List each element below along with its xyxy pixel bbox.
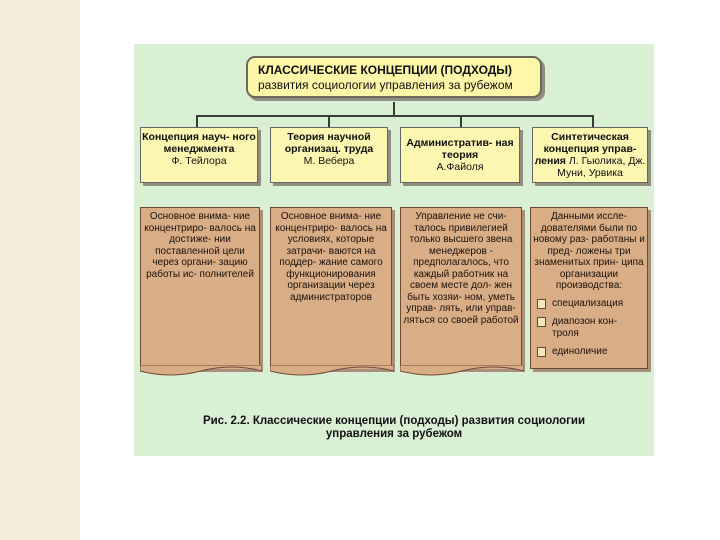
concept-header-taylor — [140, 127, 258, 183]
diagram-subtitle: развития социологии управления за рубежом — [258, 78, 513, 92]
concept-author: М. Вебера — [303, 155, 355, 167]
description-text: Данными иссле- дователями были по новому раз- работаны и пред- ложены три знаменитых прин- ципа организации производства: — [533, 211, 645, 291]
description-text: Основное внима- ние концентриро- валось на условиях, которые затрачи- ваются на поддер- жание самого функционирования организации через администраторов — [275, 211, 387, 303]
concept-header-weber — [270, 127, 388, 183]
diagram-figure — [134, 44, 654, 456]
caption-line-1: Рис. 2.2. Классические концепции (подходы) развития социологии — [202, 415, 586, 427]
concept-description-weber — [270, 207, 392, 369]
concept-name: Концепция науч- ного менеджмента — [142, 131, 256, 155]
caption-line-2: управления за рубежом — [325, 428, 463, 440]
list-item — [533, 346, 645, 358]
concept-name: Теория научной организац. труда — [284, 131, 374, 155]
concept-description-fayol — [400, 207, 522, 369]
concept-author: Л. Гьюлика, Дж. Муни, Урвика — [557, 155, 646, 179]
concept-name: Синтетическая концепция управ- ления — [534, 131, 637, 167]
concept-description-synthetic — [530, 207, 648, 369]
bullet-icon — [537, 347, 546, 357]
connector-col-2 — [328, 115, 330, 127]
bullet-icon — [537, 299, 546, 309]
scroll-edge — [140, 365, 262, 379]
concept-name: Административ- ная теория — [406, 137, 514, 161]
concept-description-taylor — [140, 207, 260, 369]
left-side-strip — [0, 0, 80, 540]
connector-horizontal — [196, 115, 594, 117]
list-item — [533, 316, 645, 339]
figure-caption — [148, 415, 640, 441]
concept-author: Ф. Тейлора — [171, 155, 227, 167]
connector-col-3 — [460, 115, 462, 127]
principle-label: единоличие — [552, 346, 608, 357]
connector-col-1 — [196, 115, 198, 127]
diagram-title-box — [246, 56, 542, 98]
connector-col-4 — [592, 115, 594, 127]
principles-list — [533, 298, 645, 358]
scroll-edge — [400, 365, 524, 379]
description-text: Основное внима- ние концентриро- валось на достиже- нии поставленной цели через органи- зацию работы ис- полнителей — [144, 211, 256, 280]
concept-header-synthetic — [532, 127, 648, 183]
list-item — [533, 298, 645, 310]
principle-label: диапозон кон- троля — [552, 316, 618, 339]
concept-author: А.Файоля — [436, 161, 484, 173]
concept-header-fayol — [400, 127, 520, 183]
principle-label: специализация — [552, 297, 624, 309]
diagram-title: КЛАССИЧЕСКИЕ КОНЦЕПЦИИ (ПОДХОДЫ) — [258, 63, 513, 77]
description-text: Управление не счи- талось привилегией только высшего звена менеджеров - предполагалось, что каждый работник на своем месте дол- жен быть хозяи- ном, уметь управ- лять, или управ- ляться со своей работой — [403, 211, 519, 326]
bullet-icon — [537, 317, 546, 327]
connector-trunk — [393, 102, 395, 116]
scroll-edge — [270, 365, 394, 379]
